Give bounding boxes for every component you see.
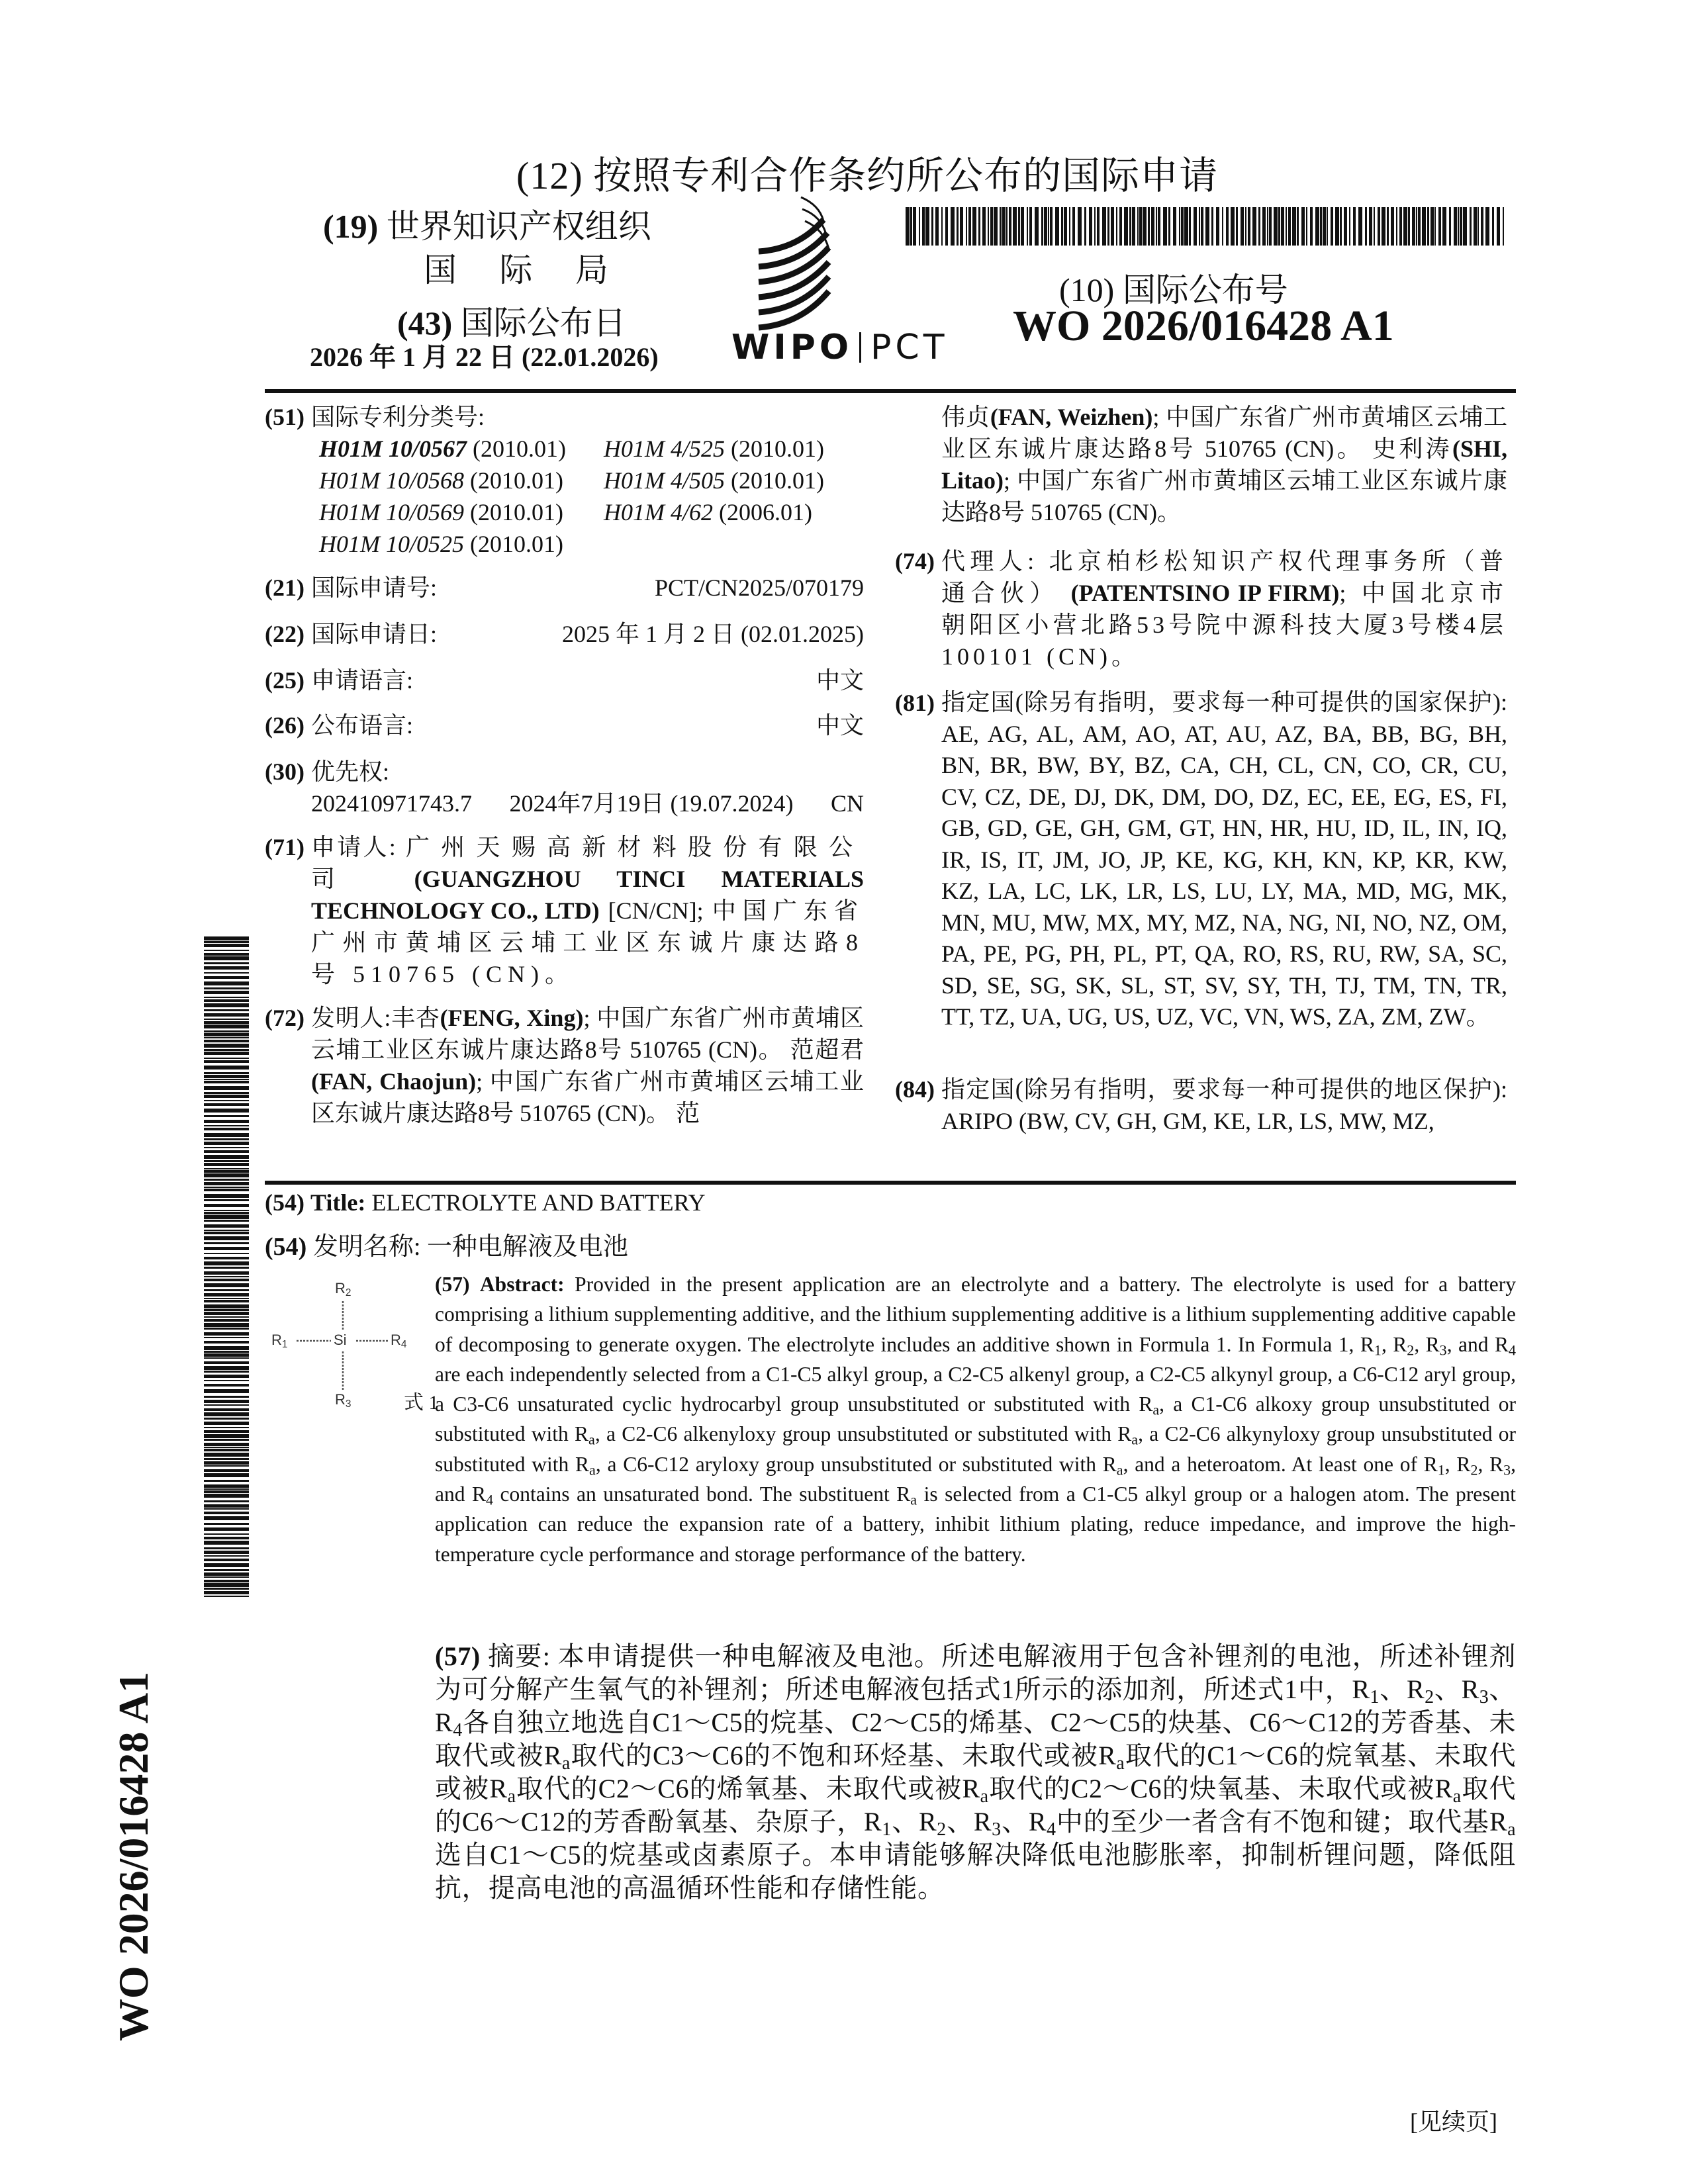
publication-number-caption: 国际公布号 <box>1122 271 1288 308</box>
inid-code: (43) <box>397 304 453 341</box>
inventor-name-en: (FAN, Chaojun) <box>311 1068 477 1095</box>
field-label: 国际申请日: <box>311 621 438 647</box>
publication-date-caption: 国际公布日 <box>460 304 626 341</box>
inid-code: (72) <box>265 1005 305 1031</box>
application-number-field <box>265 572 864 604</box>
wordmark-divider <box>859 332 861 363</box>
priority-number: 202410971743.7 <box>311 790 472 817</box>
formula-si: Si <box>334 1332 347 1348</box>
abstract-english: (57) Abstract: Provided in the present application are an electrolyte and a battery. The electrolyte is used for a battery comprising a lithium supplementing additive, and the lithium supplementing additive is a lithium supplementing additive capable of decomposing to generate oxygen. The electrolyte includes an additive shown in Formula 1. In Formula 1, $R_1$, $R_2$, $R_3$, and $R_4$ are each independently selected from a C1-C5 alkyl group, a C2-C5 alkenyl group, a C2-C5 alkynyl group, a C6-C12 aryl group, a C3-C6 unsaturated cyclic hydrocarbyl group unsubstituted or substituted with $R_a$, a C1-C6 alkoxy group unsubstituted or substituted with $R_a$, a C2-C6 alkenyloxy group unsubstituted or substituted with $R_a$, a C2-C6 alkynyloxy group unsubstituted or substituted with $R_a$, a C6-C12 aryloxy group unsubstituted or substituted with $R_a$, and a heteroatom. At least one of $R_1$, $R_2$, $R_3$, and $R_4$ contains an unsaturated bond. The substituent $R_a$ is selected from a C1-C5 alkyl group or a halogen atom. The present application can reduce the expansion rate of a battery, inhibit lithium plating, reduce impedance, and improve the high-temperature cycle performance and storage performance of the battery. <box>435 1273 1517 1566</box>
inid-code: (10) <box>1059 271 1115 308</box>
filing-language-field <box>265 664 864 696</box>
agent-field <box>895 545 1507 672</box>
title-label: Title: <box>310 1189 366 1216</box>
designated-states-list: AE, AG, AL, AM, AO, AT, AU, AZ, BA, BB, BG, BH, BN, BR, BW, BY, BZ, CA, CH, CL, CN, CO, CR, CU, CV, CZ, DE, DJ, DK, DM, DO, DZ, EC, EE, EG, ES, FI, GB, GD, GE, GH, GM, GT, HN, HR, HU, ID, IL, IN, IQ, IR, IS, IT, JM, JO, JP, KE, KG, KH, KN, KP, KR, KW, KZ, LA, LC, LK, LR, LS, LU, LY, MA, MD, MG, MK, MN, MU, MW, MX, MY, MZ, NA, NG, NI, NO, NZ, OM, PA, PE, PG, PH, PL, PT, QA, RO, RS, RU, RW, SA, SC, SD, SE, SG, SK, SL, ST, SV, SY, TH, TJ, TM, TN, TR, TT, TZ, UA, UG, US, UZ, VC, VN, WS, ZA, ZM, ZW。 <box>941 720 1507 1030</box>
publication-language: 中文 <box>816 712 864 739</box>
ipc-entry: H01M 10/0567 (2010.01) <box>319 435 566 462</box>
inventor-name-en: (FAN, Weizhen) <box>990 404 1153 430</box>
inventor-name-zh: 丰杏 <box>391 1005 440 1031</box>
publication-number: WO 2026/016428 A1 <box>1013 302 1394 350</box>
inid-code: (71) <box>265 834 305 860</box>
pct-wordmark: PCT <box>870 328 949 367</box>
inid-code: (30) <box>265 758 305 785</box>
inid-code: (54) <box>265 1233 307 1261</box>
ipc-entry: H01M 4/525 (2010.01) <box>604 435 824 462</box>
formula-r3: $R_3$ <box>335 1391 352 1410</box>
inid-code: (19) <box>323 208 379 245</box>
section-divider <box>265 1181 1516 1185</box>
inventor-address: ; 中国广东省广州市黄埔区云埔工业区东诚片康达路8号 510765 (CN)。 <box>311 1005 864 1063</box>
ipc-list <box>319 433 864 560</box>
designated-regions-field <box>895 1073 1507 1137</box>
inid-code: (51) <box>265 404 305 430</box>
field-label: 发明人: <box>311 1005 391 1031</box>
inventor-name-en: (SHI, Litao) <box>941 435 1507 494</box>
publication-date-value: 2026 年 1 月 22 日 (22.01.2026) <box>310 342 659 372</box>
inid-code: (25) <box>265 667 305 694</box>
inid-code: (57) <box>435 1273 470 1296</box>
ipc-entry: H01M 10/0569 (2010.01) <box>319 499 563 525</box>
title-chinese <box>265 1226 628 1262</box>
applicant-address: 中国广东省广州市黄埔区云埔工业区东诚片康达路8号 510765 (CN)。 <box>311 897 865 987</box>
title-value: ELECTROLYTE AND BATTERY <box>371 1189 706 1216</box>
priority-country: CN <box>830 790 864 817</box>
ipc-entry: H01M 4/62 (2006.01) <box>604 499 812 525</box>
inid-code: (81) <box>895 690 935 716</box>
abstract-label: 摘要: <box>488 1641 551 1671</box>
organization-label: 世界知识产权组织 <box>386 208 651 245</box>
field-label: 申请人: <box>311 834 398 860</box>
formula-r1: $R_1$ <box>271 1332 288 1350</box>
inid-code: (22) <box>265 621 305 647</box>
field-label: 代理人: <box>941 548 1039 574</box>
ipc-entry: H01M 4/505 (2010.01) <box>604 467 824 494</box>
applicant-nationality: [CN/CN]; <box>608 897 704 924</box>
title-value: 一种电解液及电池 <box>426 1233 628 1261</box>
application-date: 2025 年 1 月 2 日 (02.01.2025) <box>562 621 864 647</box>
inventor-name-zh: 范超君 <box>790 1036 864 1063</box>
field-label: 国际申请号: <box>311 574 438 601</box>
priority-field <box>265 756 864 819</box>
publication-barcode <box>906 207 1507 246</box>
organization-bureau: 国 际 局 <box>424 251 626 289</box>
inventors-continued <box>941 401 1507 528</box>
designated-states-field <box>895 687 1507 1033</box>
ipc-label: 国际专利分类号: <box>311 404 485 430</box>
title-english <box>265 1189 706 1216</box>
document-kind-title: (12) 按照专利合作条约所公布的国际申请 <box>516 154 1219 197</box>
priority-date: 2024年7月19日 (19.07.2024) <box>509 790 794 817</box>
applicant-name-en: (GUANGZHOU TINCI MATERIALS TECHNOLOGY CO., LTD) <box>311 866 864 924</box>
inid-code: (54) <box>265 1189 305 1216</box>
inventor-address: ; 中国广东省广州市黄埔区云埔工业区东诚片康达路8号 510765 (CN)。 <box>311 1068 864 1126</box>
field-label: 申请语言: <box>311 667 414 694</box>
inid-code: (84) <box>895 1076 935 1103</box>
designated-regions-list: ARIPO (BW, CV, GH, GM, KE, LR, LS, MW, MZ, <box>941 1108 1434 1134</box>
wipo-wordmark: WIPO <box>731 328 853 367</box>
agent-name-en: (PATENTSINO IP FIRM) <box>1070 580 1340 606</box>
side-publication-number: WO 2026/016428 A1 <box>110 1671 157 2042</box>
priority-row <box>311 788 864 819</box>
formula-r2: $R_2$ <box>335 1280 352 1298</box>
inventor-address: ; 中国广东省广州市黄埔区云埔工业区东诚片康达路8号 510765 (CN)。 <box>941 467 1507 525</box>
inventor-name-zh: 史利涛 <box>1372 435 1452 462</box>
field-label: 指定国(除另有指明，要求每一种可提供的地区保护): <box>941 1076 1507 1103</box>
ipc-field <box>265 401 864 560</box>
publication-language-field <box>265 709 864 741</box>
inid-code: (57) <box>435 1641 481 1671</box>
wipo-pct-wordmark <box>731 328 948 367</box>
inid-code: (26) <box>265 712 305 739</box>
formula-label: 式 1 <box>404 1392 439 1414</box>
abstract-chinese: (57) 摘要: 本申请提供一种电解液及电池。所述电解液用于包含补锂剂的电池，所述补锂剂为可分解产生氧气的补锂剂；所述电解液包括式1所示的添加剂，所述式1中，$R_1$、$R_2$、$R_3$、$R_4$各自独立地选自C1～C5的烷基、C2～C5的烯基、C2～C5的炔基、C6～C12的芳香基、未取代或被$R_a$取代的C3～C6的不饱和环烃基、未取代或被$R_a$取代的C1～C6的烷氧基、未取代或被$R_a$取代的C2～C6的烯氧基、未取代或被$R_a$取代的C2～C6的炔氧基、未取代或被$R_a$取代的C6～C12的芳香酚氧基、杂原子，$R_1$、$R_2$、$R_3$、$R_4$中的至少一者含有不饱和键；取代基$R_a$选自C1～C5的烷基或卤素原子。本申请能够解决降低电池膨胀率，抑制析锂问题，降低阻抗，提高电池的高温循环性能和存储性能。 <box>435 1641 1517 1903</box>
inventors-field <box>265 1002 864 1129</box>
application-date-field <box>265 618 864 650</box>
agent-address: ; 中国北京市朝阳区小营北路53号院中源科技大厦3号楼4层 100101 (CN)。 <box>941 580 1507 670</box>
field-label: 公布语言: <box>311 712 414 739</box>
agent-name-zh: 北京柏杉松知识产权代理事务所（普通合伙） <box>941 548 1507 606</box>
ipc-entry: H01M 10/0525 (2010.01) <box>319 531 563 557</box>
inventor-name-zh: 伟贞 <box>941 404 990 430</box>
inventor-name-en: (FENG, Xing) <box>440 1005 584 1031</box>
filing-language: 中文 <box>816 667 864 694</box>
application-number: PCT/CN2025/070179 <box>654 574 864 601</box>
applicant-name-zh: 广州天赐高新材料股份有限公司 <box>311 834 864 892</box>
applicant-field <box>265 831 864 990</box>
formula-r4: $R_4$ <box>391 1332 407 1350</box>
inventor-name-zh: 范 <box>676 1100 700 1126</box>
title-label: 发明名称: <box>312 1233 421 1261</box>
side-barcode <box>204 936 249 1602</box>
inid-code: (74) <box>895 548 935 574</box>
ipc-entry: H01M 10/0568 (2010.01) <box>319 467 563 494</box>
abstract-label: Abstract: <box>479 1273 565 1296</box>
field-label: 优先权: <box>311 758 390 785</box>
inventor-address: ; 中国广东省广州市黄埔区云埔工业区东诚片康达路8号 510765 (CN)。 <box>941 404 1507 462</box>
inid-code: (21) <box>265 574 305 601</box>
continued-on-next-page: [见续页] <box>1410 2109 1497 2135</box>
field-label: 指定国(除另有指明，要求每一种可提供的国家保护): <box>941 689 1507 715</box>
header-divider <box>265 389 1516 393</box>
organization-name <box>323 200 651 248</box>
